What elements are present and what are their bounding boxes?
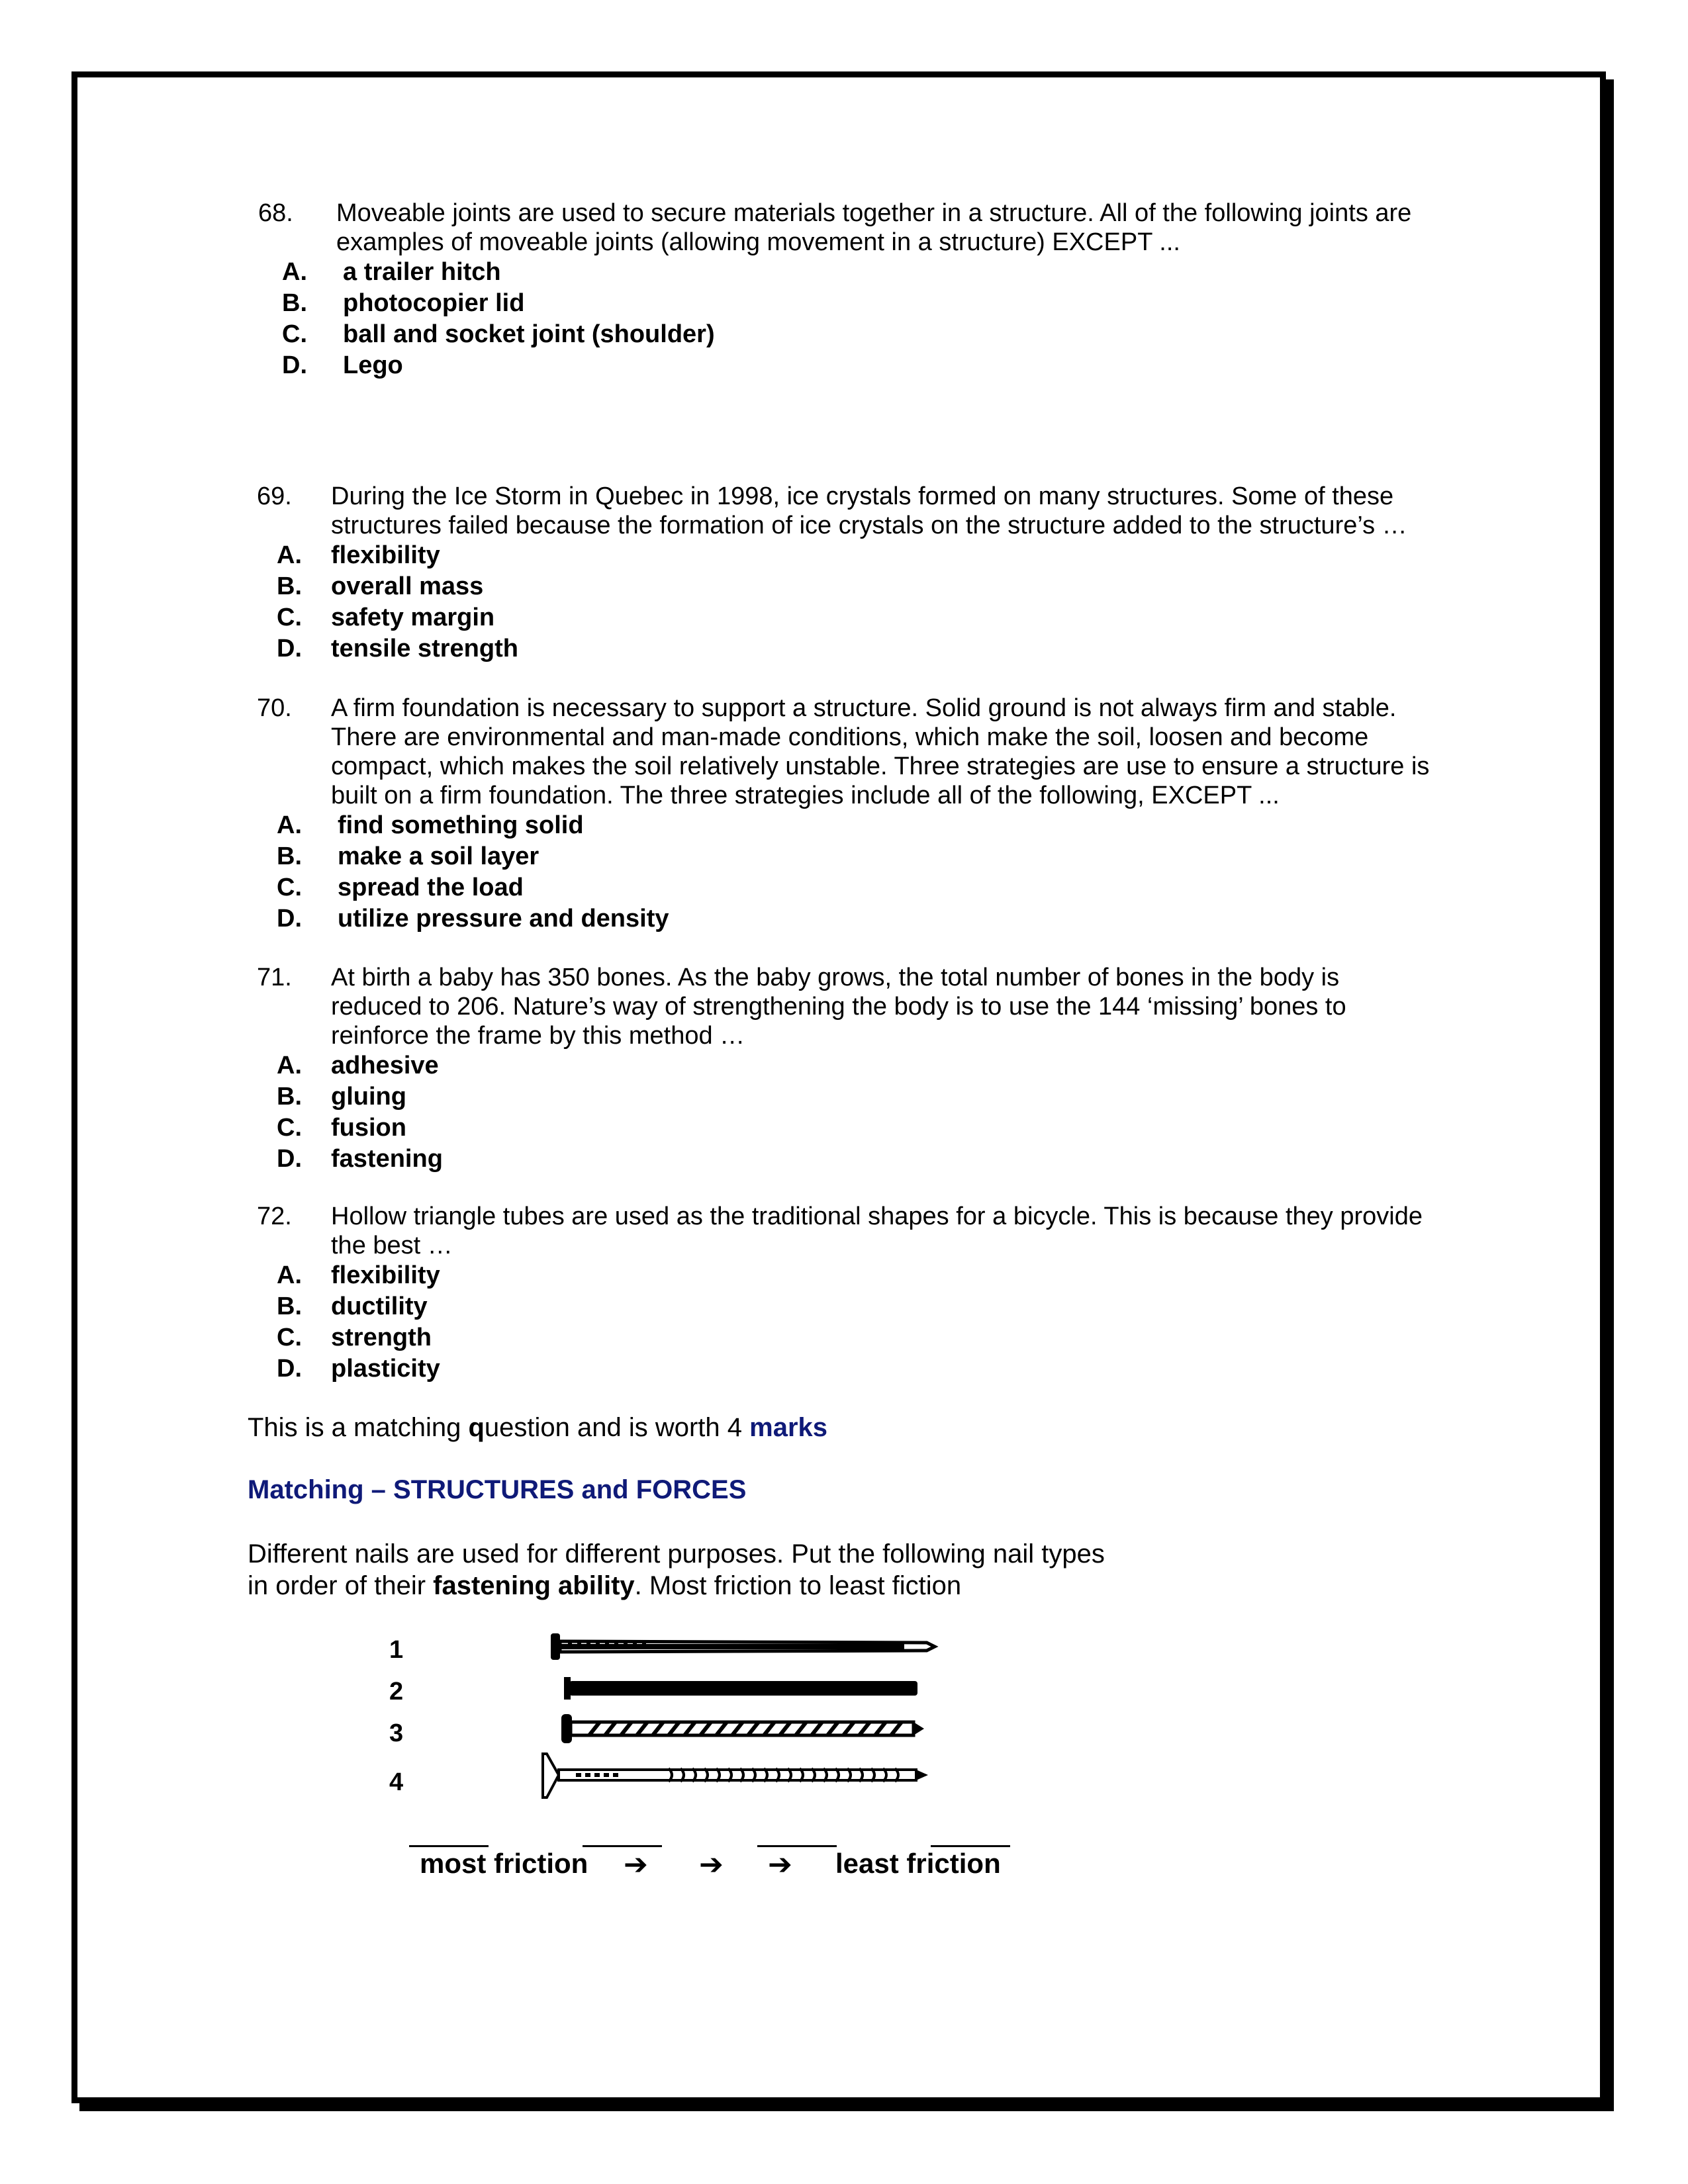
common-nail-icon [551,1633,935,1660]
question-number: 70. [257,694,292,722]
question-number: 72. [257,1203,292,1230]
least-friction-label: least friction [835,1848,1001,1879]
option-letter: C. [282,320,307,348]
option-d[interactable] [257,1144,1442,1175]
question-stem: During the Ice Storm in Quebec in 1998, ice crystals formed on many structures. Some of these structures failed because the formation of ice crystals on the structure added to the structure’s … [331,482,1407,539]
option-d[interactable] [257,903,1448,934]
option-c[interactable] [258,319,1436,350]
option-text: spread the load [338,874,524,901]
option-letter: A. [282,258,307,286]
nail-illustrations [536,1628,947,1807]
marks-label: marks [749,1413,828,1442]
option-text: fastening [331,1145,443,1173]
intro-part: uestion and is worth 4 [484,1413,750,1442]
option-letter: D. [282,351,307,379]
option-text: flexibility [331,1261,440,1289]
option-text: Lego [343,351,403,379]
option-text: overall mass [331,572,484,600]
option-letter: A. [277,541,302,569]
answer-blank-3[interactable] [757,1845,837,1847]
matching-instructions [248,1538,1105,1602]
question-number: 71. [257,964,292,991]
option-letter: D. [277,905,302,933]
question-70 [257,694,1448,934]
nail-label-4: 4 [389,1768,404,1796]
option-letter: A. [277,1052,302,1079]
option-text: fusion [331,1114,406,1142]
option-letter: C. [277,1324,302,1351]
option-text: a trailer hitch [343,258,501,286]
question-71 [257,963,1442,1175]
option-d[interactable] [258,350,1436,381]
instruction-part: . Most friction to least fiction [634,1571,962,1600]
option-letter: B. [282,289,307,317]
option-c[interactable] [257,872,1448,903]
option-d[interactable] [257,1353,1442,1385]
question-number: 68. [258,199,293,227]
option-c[interactable] [257,1113,1442,1144]
instruction-line-1: Different nails are used for different purposes. Put the following nail types [248,1539,1105,1569]
options [258,257,1436,381]
answer-blank-4[interactable] [931,1845,1010,1847]
option-c[interactable] [257,602,1442,633]
option-d[interactable] [257,633,1442,664]
option-letter: B. [277,1083,302,1111]
option-a[interactable] [257,810,1448,841]
question-stem: Hollow triangle tubes are used as the traditional shapes for a bicycle. This is because they provide the best … [331,1203,1423,1259]
option-text: gluing [331,1083,406,1111]
option-b[interactable] [258,288,1436,319]
option-b[interactable] [257,1291,1442,1322]
intro-part: This is a matching [248,1413,469,1442]
question-number: 69. [257,482,292,510]
option-text: safety margin [331,604,495,631]
option-letter: B. [277,842,302,870]
question-stem: At birth a baby has 350 bones. As the baby grows, the total number of bones in the body is reduced to 206. Nature’s way of strengthening the body is to use the 144 ‘missing’ bones to reinforce the frame by this method … [331,964,1346,1050]
option-letter: D. [277,1145,302,1173]
option-b[interactable] [257,841,1448,872]
option-a[interactable] [257,1050,1442,1081]
option-letter: C. [277,874,302,901]
option-b[interactable] [257,1081,1442,1113]
nail-label-2: 2 [389,1678,404,1706]
option-text: find something solid [338,811,584,839]
option-text: strength [331,1324,432,1351]
instruction-part: fastening ability [433,1571,635,1600]
option-text: ductility [331,1293,428,1320]
answer-blank-2[interactable] [583,1845,662,1847]
option-letter: D. [277,1355,302,1383]
question-72 [257,1202,1442,1385]
option-text: plasticity [331,1355,440,1383]
option-letter: C. [277,1114,302,1142]
instruction-part: in order of their [248,1571,434,1600]
options [257,1260,1442,1385]
instruction-line-2 [248,1570,1105,1602]
matching-heading: Matching – STRUCTURES and FORCES [248,1475,747,1504]
option-letter: B. [277,572,302,600]
option-text: tensile strength [331,635,518,662]
intro-part: q [468,1413,485,1442]
question-69 [257,482,1442,664]
ring-shank-nail-icon [543,1754,928,1797]
options [257,540,1442,664]
option-a[interactable] [258,257,1436,288]
option-text: utilize pressure and density [338,905,669,933]
solid-nail-icon [564,1677,917,1700]
option-text: adhesive [331,1052,439,1079]
option-b[interactable] [257,571,1442,602]
option-letter: B. [277,1293,302,1320]
nail-label-1: 1 [389,1636,404,1664]
option-letter: A. [277,811,302,839]
spiral-nail-icon [561,1714,924,1743]
option-text: make a soil layer [338,842,539,870]
option-text: ball and socket joint (shoulder) [343,320,715,348]
question-stem: A firm foundation is necessary to support a structure. Solid ground is not always firm and stable. There are environmental and man-made conditions, which make the soil, loosen and become compact, which makes the soil relatively unstable. Three strategies are use to ensure a structure is built on a firm foundation. The three strategies include all of the following, EXCEPT ... [331,694,1430,809]
option-a[interactable] [257,1260,1442,1291]
option-letter: D. [277,635,302,662]
option-text: flexibility [331,541,440,569]
matching-intro [248,1412,827,1443]
option-letter: A. [277,1261,302,1289]
options [257,1050,1442,1175]
option-letter: C. [277,604,302,631]
arrow-right-icon: ➔ [624,1848,648,1881]
question-68 [258,199,1436,381]
arrow-right-icon: ➔ [699,1848,724,1881]
nail-label-3: 3 [389,1719,404,1747]
arrow-right-icon: ➔ [768,1848,792,1881]
option-c[interactable] [257,1322,1442,1353]
answer-blank-1[interactable] [409,1845,489,1847]
question-stem: Moveable joints are used to secure materials together in a structure. All of the following joints are examples of moveable joints (allowing movement in a structure) EXCEPT ... [336,199,1412,256]
option-text: photocopier lid [343,289,525,317]
most-friction-label: most friction [420,1848,588,1879]
option-a[interactable] [257,540,1442,571]
options [257,810,1448,934]
